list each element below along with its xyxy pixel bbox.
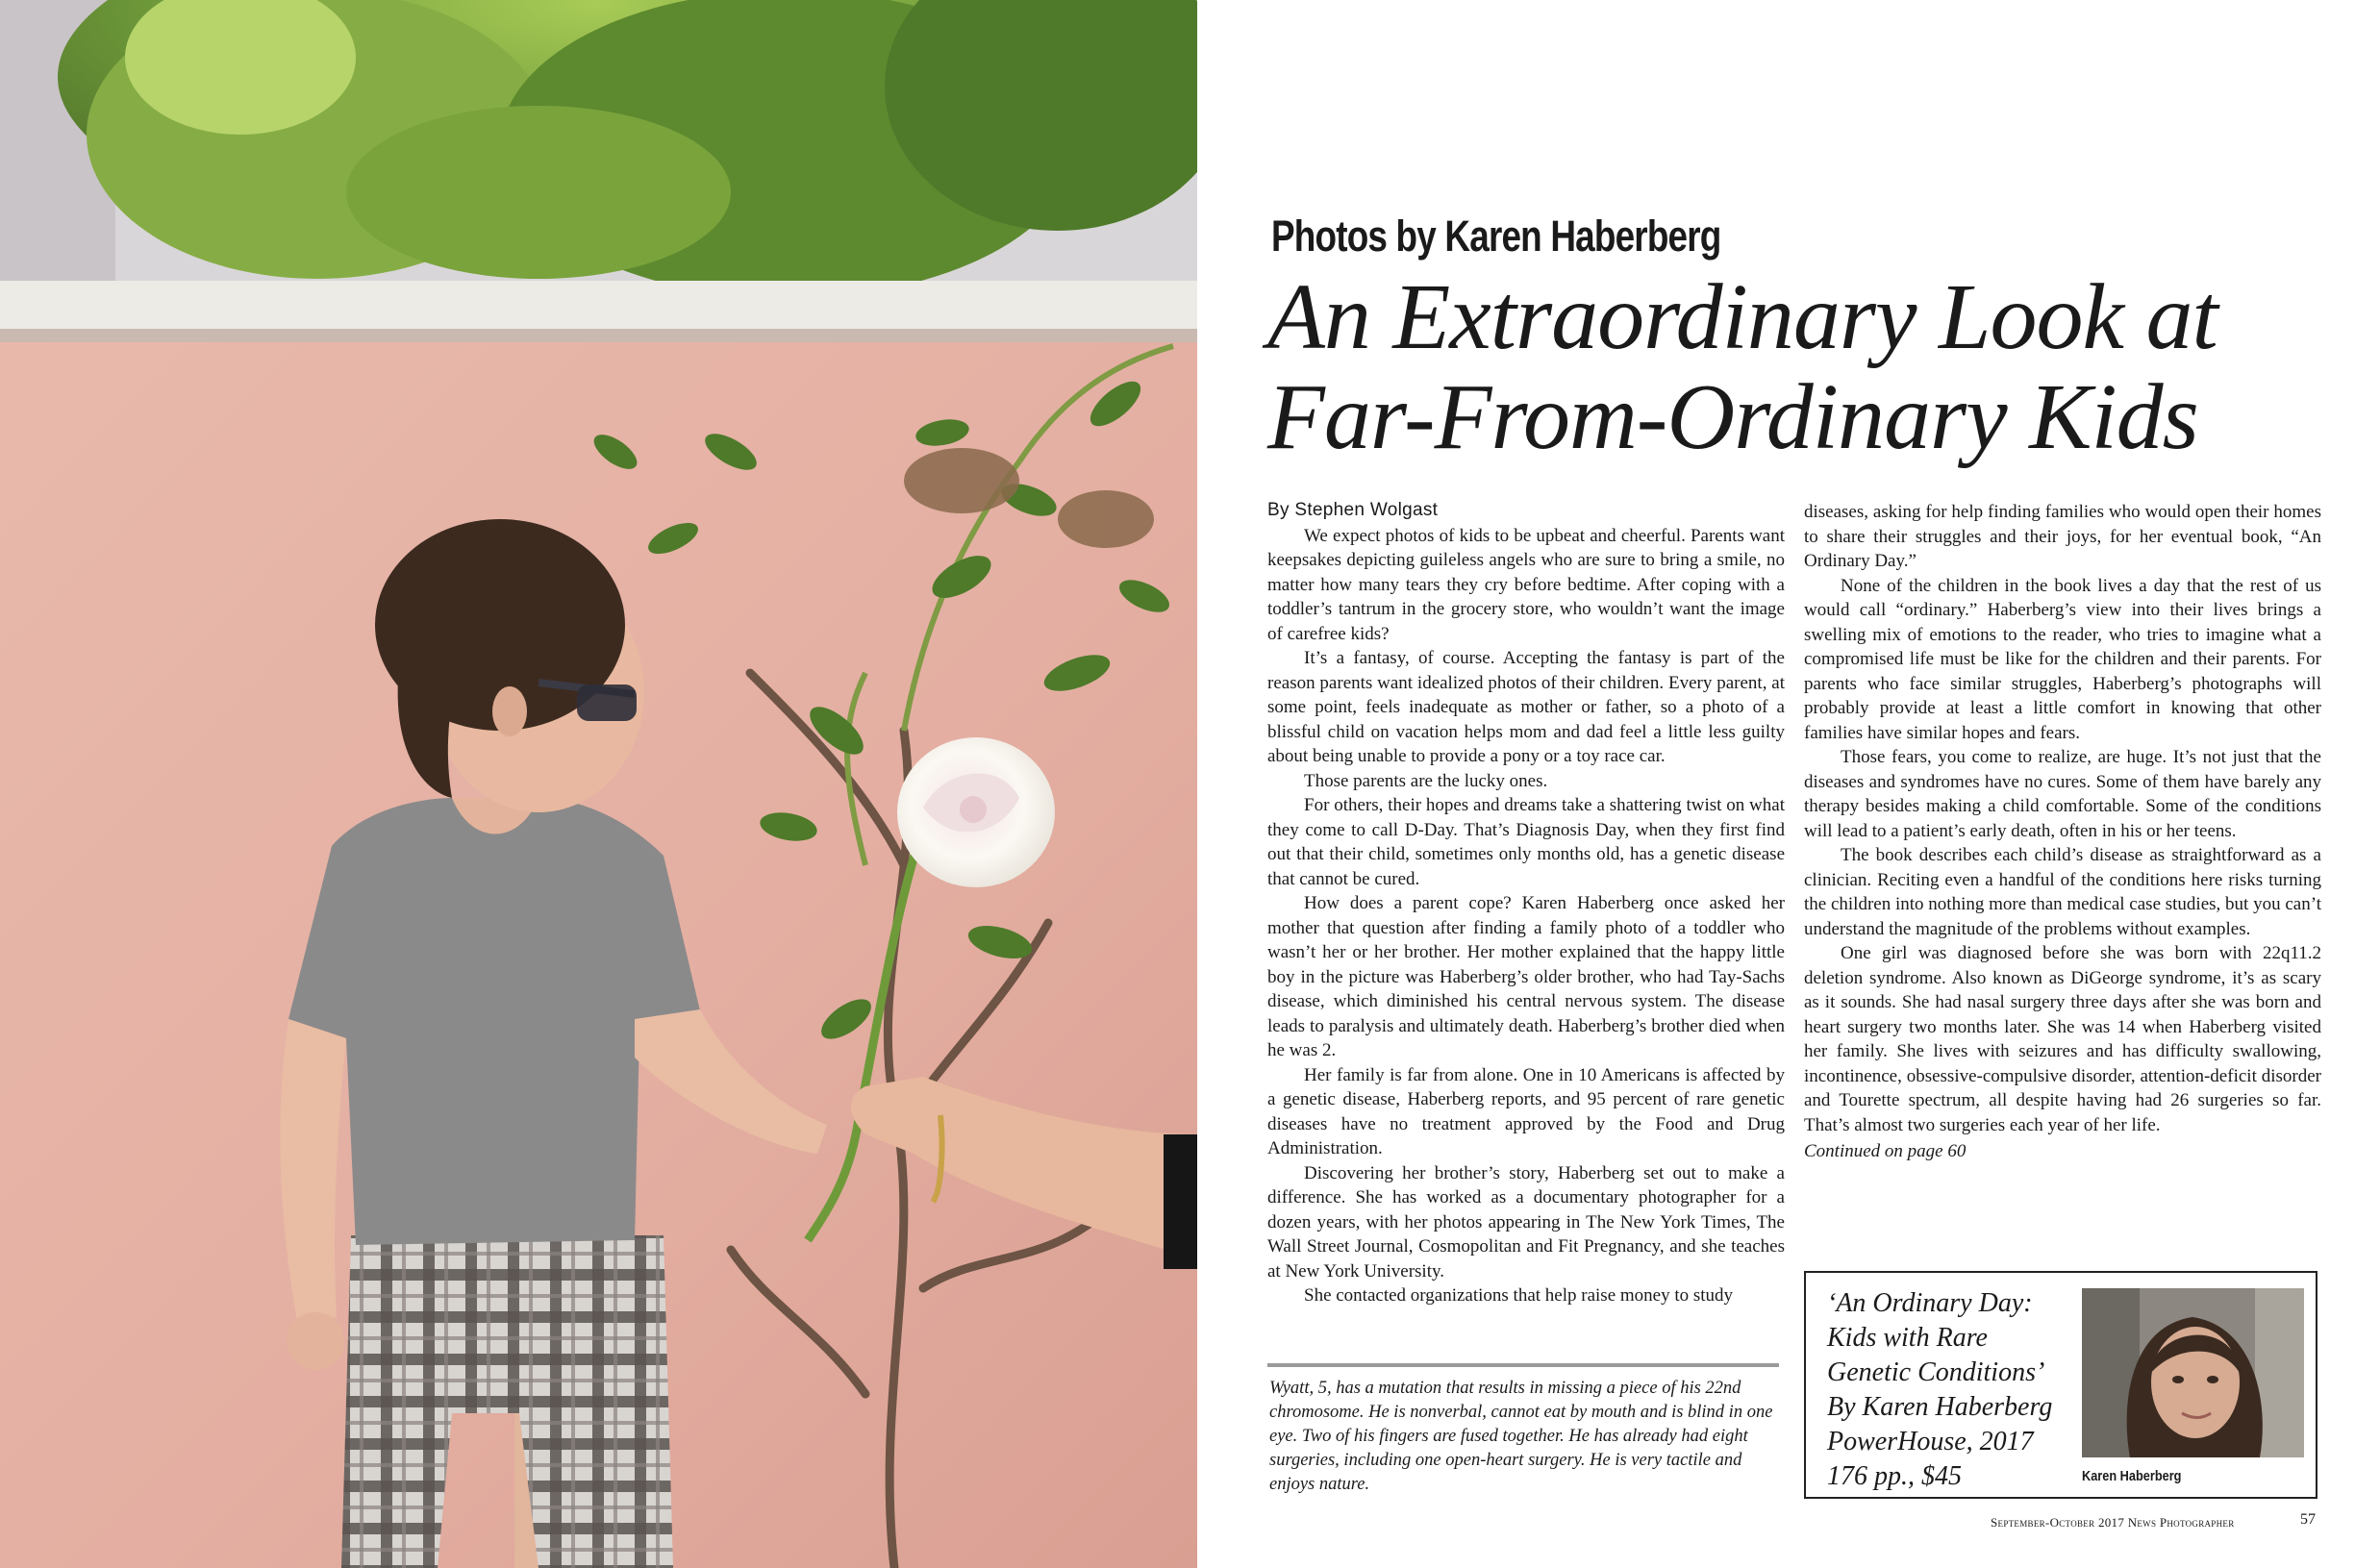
paragraph: Those fears, you come to realize, are huge. It’s not just that the diseases and syndromes have no cures. Some of them have barely any therapy besides making a child comfortable. Some of the conditions will lead to a patient’s early death, often in his or her teens. [1804,747,2321,841]
book-title-line: Kids with Rare [1827,1323,1988,1353]
paragraph: We expect photos of kids to be upbeat and cheerful. Parents want keepsakes depicting guileless angels who are sure to bring a smile, no matter how many tears they cry before bedtime. After coping with a toddler’s tantrum in the grocery store, who wouldn’t want the image of carefree kids? [1267,525,1785,644]
photo-credit-kicker: Photos by Karen Haberberg [1271,212,1721,261]
continued-jump-line: Continued on page 60 [1804,1141,1967,1161]
page-title [1267,267,2325,467]
caption-divider [1267,1363,1779,1367]
book-pages-price: 176 pp., $45 [1827,1461,1962,1491]
paragraph: For others, their hopes and dreams take a shattering twist on what they come to call D-Day. That’s Diagnosis Day, when they first find out that their child, sometimes only months old, has a genetic disease that cannot be cured. [1267,795,1785,889]
byline: By Stephen Wolgast [1267,500,1439,520]
paragraph: None of the children in the book lives a day that the rest of us would call “ordinary.” Haberberg’s view into their lives brings a swelling mix of emotions to the reader, who tries to imagine what a compromised life must be like for the children and their parents. For parents who face similar struggles, Haberberg’s photographs will probably provide at least a little comfort in knowing that other families have similar hopes and fears. [1804,575,2321,743]
portrait-caption: Karen Haberberg [2082,1468,2182,1484]
paragraph: It’s a fantasy, of course. Accepting the fantasy is part of the reason parents want idealized photos of their children. Every parent, at some point, feels inadequate as mother or father, so a photo of a blissful child on vacation helps mom and dad feel a little less guilty about being unable to provide a pony or a toy race car. [1267,648,1785,766]
headline-line-2: Far-From-Ordinary Kids [1267,365,2198,469]
book-details [1827,1286,2087,1494]
issue-folio: September-October 2017 News Photographer [1991,1515,2235,1530]
paragraph: Her family is far from alone. One in 10 Americans is affected by a genetic disease, Haberberg reports, and 95 percent of rare genetic diseases have no treatment approved by the Food and Drug Administration. [1267,1064,1785,1158]
paragraph: She contacted organizations that help raise money to study [1304,1285,1734,1306]
photo-caption: Wyatt, 5, has a mutation that results in missing a piece of his 22nd chromosome. He is nonverbal, cannot eat by mouth and is blind in one eye. Two of his fingers are fused together. He has already had eight surgeries, including one open-heart surgery. He is very tactile and enjoys nature. [1269,1379,1773,1494]
page-number: 57 [2300,1511,2316,1528]
author-portrait [2082,1288,2304,1457]
headline-line-1: An Extraordinary Look at [1267,265,2217,369]
paragraph: How does a parent cope? Karen Haberberg once asked her mother that question after finding a family photo of a toddler who wasn’t her or her brother. Her mother explained that the happy little boy in the picture was Haberberg’s older brother, who had Tay-Sachs disease, which diminished his central nervous system. The disease leads to paralysis and ultimately death. Haberberg’s brother died when he was 2. [1267,893,1785,1060]
article-column-2 [1804,500,2321,1164]
paragraph: diseases, asking for help finding families who would open their homes to share their struggles and their joys, for her eventual book, “An Ordinary Day.” [1804,502,2321,571]
article-column-1 [1267,498,1785,1308]
paragraph: Those parents are the lucky ones. [1304,770,1548,791]
paragraph: Discovering her brother’s story, Haberberg set out to make a difference. She has worked as a documentary photographer for a dozen years, with her photos appearing in The New York Times, The Wall Street Journal, Cosmopolitan and Fit Pregnancy, and she teaches at New York University. [1267,1162,1785,1282]
book-info-box [1804,1271,2317,1499]
book-title-line: ‘An Ordinary Day: [1827,1288,2033,1318]
book-publisher: PowerHouse, 2017 [1827,1427,2034,1456]
white-rose [897,737,1055,887]
paragraph: The book describes each child’s disease as straightforward as a clinician. Reciting even a handful of the conditions here risks turning the children into nothing more than medical case studies, but you can’t understand the magnitude of the problems without examples. [1804,845,2321,939]
book-author: By Karen Haberberg [1827,1392,2053,1422]
paragraph: One girl was diagnosed before she was born with 22q11.2 deletion syndrome. Also known as DiGeorge syndrome, it’s as scary as it sounds. She had nasal surgery three days after she was born and heart surgery two months later. She was 14 when Haberberg visited her family. She lives with seizures and has difficulty swallowing, incontinence, obsessive-compulsive disorder, attention-deficit disorder and Tourette spectrum, all despite having had 26 surgeries so far. That’s almost two surgeries each year of her life. [1804,943,2321,1135]
book-title-line: Genetic Conditions’ [1827,1357,2045,1387]
